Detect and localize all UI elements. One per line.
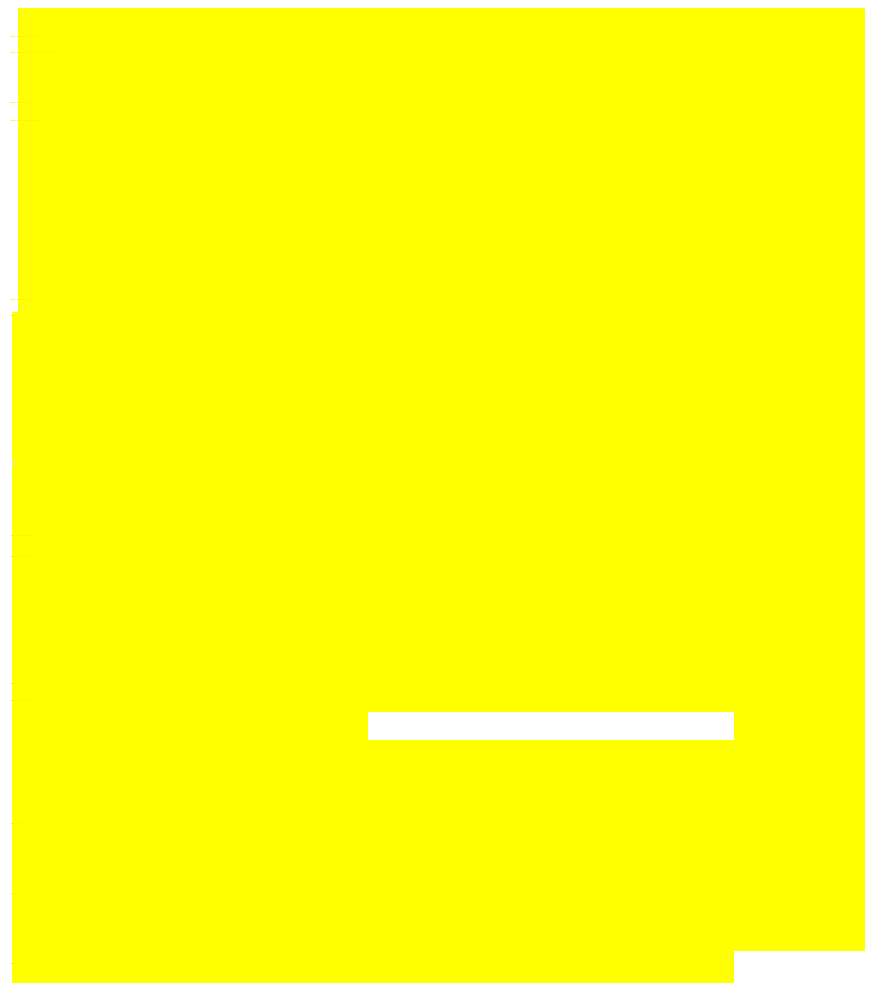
margin-mark-5: —— <box>10 293 32 305</box>
margin-mark-italic: ƒ <box>10 457 17 472</box>
overlay-region-main-body <box>18 8 865 312</box>
overlay-region-right-column <box>734 444 865 712</box>
margin-mark-11: — <box>10 817 21 829</box>
margin-mark-3: —— <box>10 96 32 108</box>
margin-mark-4: ——— <box>10 114 43 126</box>
overlay-region-mid-body <box>12 312 734 712</box>
overlay-region-footer-strip <box>12 951 734 983</box>
margin-mark-13: — <box>10 957 21 969</box>
overlay-region-lower-left-body <box>12 712 368 742</box>
margin-mark-10: —— <box>10 694 32 706</box>
margin-mark-9: — <box>10 677 21 689</box>
margin-mark-12: — <box>10 887 21 899</box>
margin-mark-7: —— <box>10 529 32 541</box>
margin-mark-2: ———— <box>10 46 54 58</box>
margin-mark-8: —— <box>10 550 32 562</box>
overlay-region-bottom-body <box>12 740 865 951</box>
margin-mark-6: — <box>10 309 21 321</box>
margin-mark-1: ——— <box>10 30 43 42</box>
overlay-region-upper-right-notch <box>734 312 865 444</box>
